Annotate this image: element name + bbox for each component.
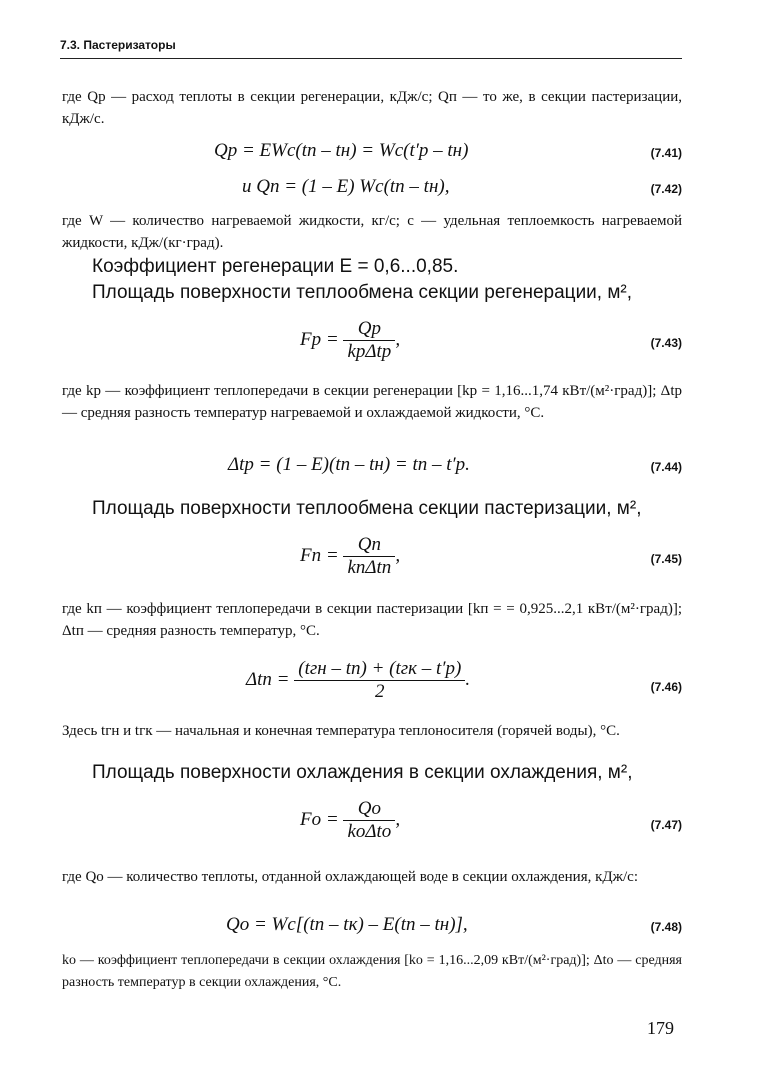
equation-number-7-41: (7.41) <box>650 146 682 160</box>
eq46-numerator: (tгн – tп) + (tгк – t′р) <box>298 658 462 679</box>
equation-number-7-46: (7.46) <box>650 680 682 694</box>
eq43-fraction <box>343 318 395 363</box>
paragraph-5: Здесь tгн и tгк — начальная и конечная температура теплоносителя (горячей воды), °С. <box>62 723 620 739</box>
paragraph-2: где W — количество нагреваемой жидкости, кг/с; c — удельная теплоемкость нагреваемой жидкости, кДж/(кг·град). <box>62 213 682 251</box>
equation-7-46: Δtп = $\frac{\text{(tгн – tп) + (tгк – t′р)}}{2}$ . <box>246 658 471 702</box>
paragraph-6: где Qо — количество теплоты, отданной охлаждающей воде в секции охлаждения, кДж/с: <box>62 869 638 885</box>
equation-7-41: Qр = EWc(tп – tн) = Wc(t′р – tн) <box>214 140 469 161</box>
eq43-numerator: Qр <box>357 318 381 339</box>
eq46-lhs: Δtп = <box>246 668 290 690</box>
equation-number-7-47: (7.47) <box>650 818 682 832</box>
paragraph-3: где kр — коэффициент теплопередачи в секции регенерации [kр = 1,16...1,74 кВт/(м²·град)]; Δtр — средняя разность температур нагреваемой и охлаждаемой жидкости, °С. <box>62 383 682 421</box>
equation-7-44: Δtр = (1 – E)(tп – tн) = tп – t′р. <box>228 454 470 475</box>
eq46-denominator: 2 <box>294 680 465 703</box>
paragraph-4: где kп — коэффициент теплопередачи в секции пастеризации [kп = = 0,925...2,1 кВт/(м²·град)]; Δtп — средняя разность температур, °С. <box>62 601 682 639</box>
equation-number-7-43: (7.43) <box>650 336 682 350</box>
pasteurization-area-heading: Площадь поверхности теплообмена секции пастеризации, м², <box>92 498 642 519</box>
eq45-numerator: Qп <box>357 534 381 555</box>
equation-number-7-44: (7.44) <box>650 460 682 474</box>
eq47-fraction <box>343 798 395 843</box>
eq43-lhs: Fр = <box>300 328 339 350</box>
equation-number-7-48: (7.48) <box>650 920 682 934</box>
eq45-fraction <box>343 534 395 579</box>
eq46-fraction <box>294 658 465 703</box>
running-header: 7.3. Пастеризаторы <box>60 38 176 52</box>
equation-7-47: Fо = $\frac{Qо}{\text{kоΔtо}}$ , <box>300 798 401 842</box>
eq47-lhs: Fо = <box>300 808 339 830</box>
paragraph-7: kо — коэффициент теплопередачи в секции охлаждения [kо = 1,16...2,09 кВт/(м²·град)]; Δtо — средняя разность температур в секции охлаждения, °С. <box>62 953 682 990</box>
equation-number-7-45: (7.45) <box>650 552 682 566</box>
paragraph-1: где Qр — расход теплоты в секции регенерации, кДж/с; Qп — то же, в секции пастеризации, кДж/с. <box>62 89 682 127</box>
eq45-lhs: Fп = <box>300 544 339 566</box>
equation-7-42: и Qп = (1 – E) Wc(tп – tн), <box>242 176 450 197</box>
equation-7-48: Qо = Wc[(tп – tк) – E(tп – tн)], <box>226 914 468 935</box>
header-rule <box>60 58 682 59</box>
regeneration-area-heading: Площадь поверхности теплообмена секции регенерации, м², <box>92 282 633 303</box>
equation-7-43: Fр = $\frac{Qр}{\text{kрΔtр}}$ , <box>300 318 401 362</box>
regeneration-coefficient: Коэффициент регенерации E = 0,6...0,85. <box>92 256 459 277</box>
equation-7-45: Fп = $\frac{Qп}{\text{kпΔtп}}$ , <box>300 534 401 578</box>
eq43-denominator: kрΔtр <box>343 340 395 363</box>
eq47-numerator: Qо <box>357 798 381 819</box>
equation-number-7-42: (7.42) <box>650 182 682 196</box>
cooling-area-heading: Площадь поверхности охлаждения в секции охлаждения, м², <box>92 762 633 783</box>
eq47-denominator: kоΔtо <box>343 820 395 843</box>
eq45-denominator: kпΔtп <box>343 556 395 579</box>
page-number: 179 <box>647 1018 674 1038</box>
